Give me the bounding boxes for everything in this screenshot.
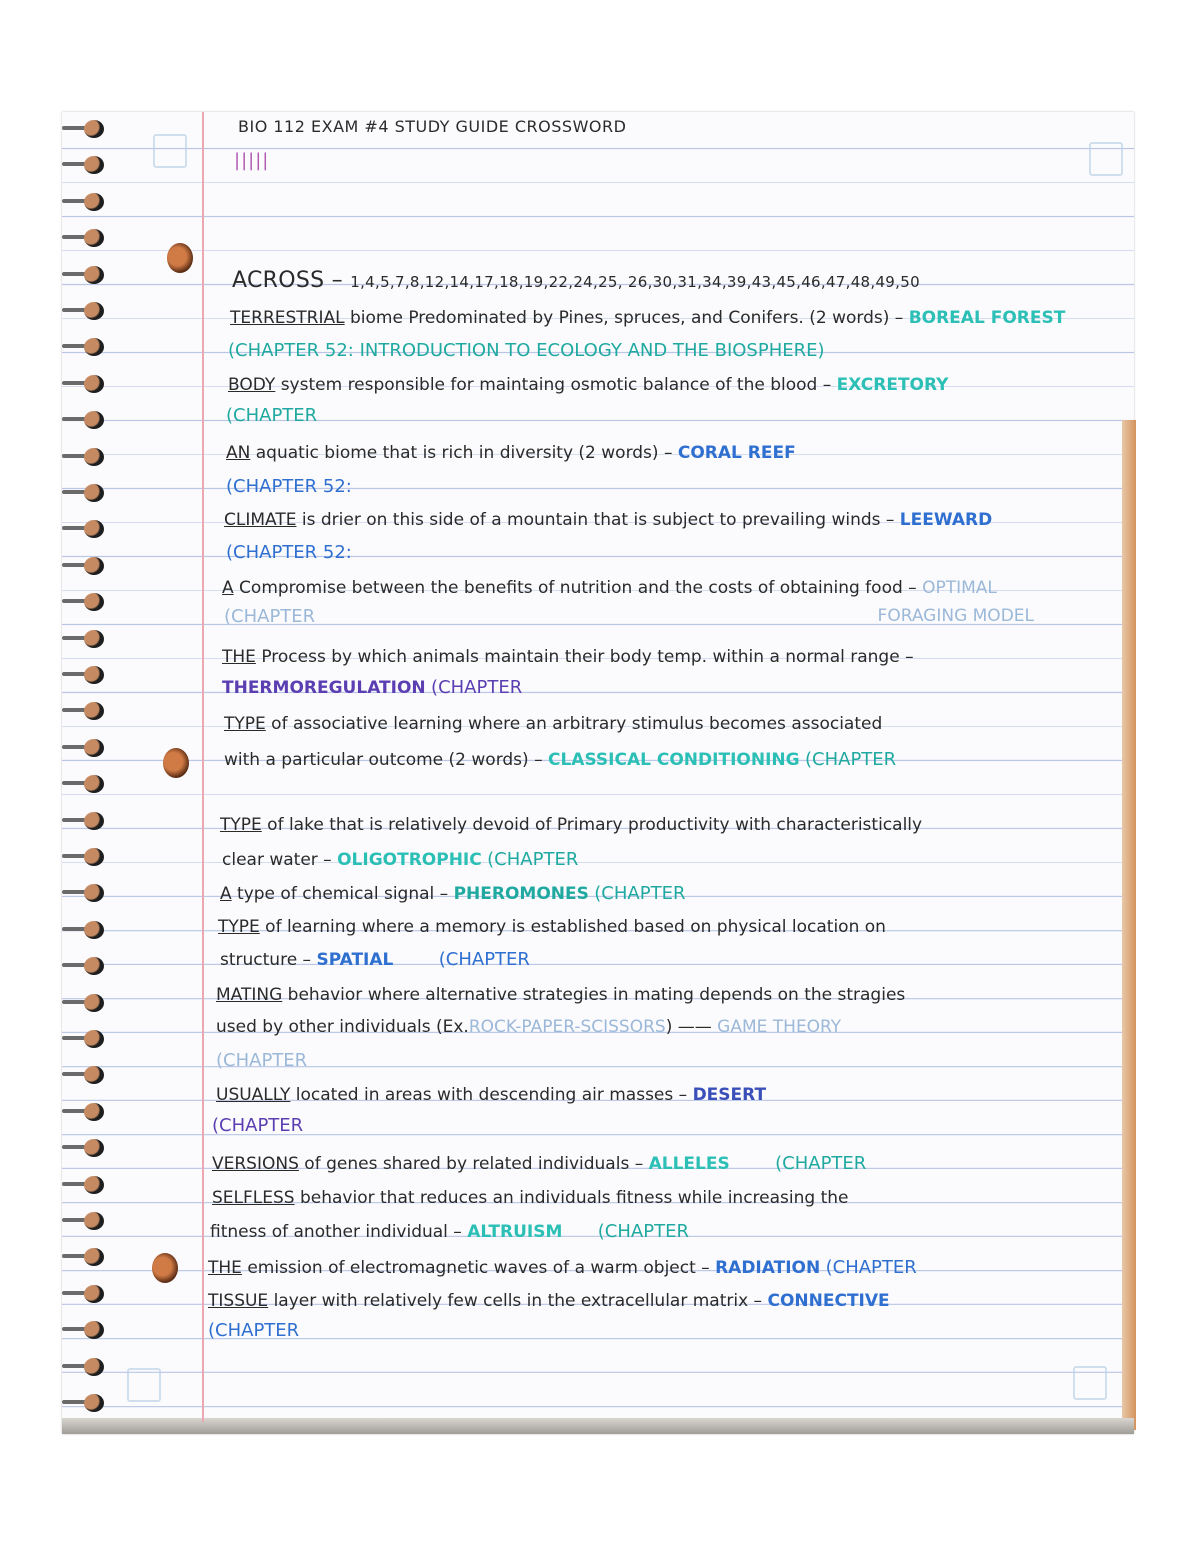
spiral-coil-icon: [62, 1285, 106, 1303]
clue-text: Compromise between the benefits of nutrition and the costs of obtaining food –: [233, 578, 917, 598]
clue-answer: CORAL REEF: [677, 443, 796, 463]
spiral-hole-icon: [84, 848, 104, 866]
clue-text: behavior where alternative strategies in mating depends on the stragies: [282, 985, 906, 1005]
clue-line: [216, 1017, 841, 1037]
spiral-hole-icon: [84, 448, 104, 466]
clue-lead: VERSIONS: [212, 1154, 299, 1174]
clue-answer: CLASSICAL CONDITIONING: [547, 750, 800, 770]
spiral-hole-icon: [84, 302, 104, 320]
clue-lead: THE: [222, 647, 256, 667]
clue-line: [220, 883, 685, 904]
clue-answer: DESERT: [692, 1085, 767, 1105]
clue-line: [216, 1085, 766, 1105]
clue-line: [222, 578, 997, 598]
spiral-binding-icon: [62, 112, 112, 1412]
clue-line: [220, 815, 922, 835]
spiral-coil-icon: [62, 1212, 106, 1230]
chapter-note: (CHAPTER: [775, 1153, 867, 1174]
spiral-hole-icon: [84, 193, 104, 211]
spiral-hole-icon: [84, 1030, 104, 1048]
spiral-coil-icon: [62, 775, 106, 793]
clue-answer: RADIATION: [715, 1258, 821, 1278]
spiral-coil-icon: [62, 520, 106, 538]
spiral-coil-icon: [62, 848, 106, 866]
chapter-note: (CHAPTER: [487, 849, 579, 870]
clue-line: [224, 510, 992, 530]
punch-hole-icon: [152, 1253, 178, 1283]
spiral-hole-icon: [84, 156, 104, 174]
clue-lead: USUALLY: [216, 1085, 291, 1105]
clue-answer: LEEWARD: [899, 510, 993, 530]
clue-answer: FORAGING MODEL: [877, 606, 1034, 626]
clue-text: located in areas with descending air masses –: [290, 1085, 688, 1105]
clue-line: [224, 749, 896, 770]
paper-edge: [1122, 420, 1136, 1430]
spiral-hole-icon: [84, 1358, 104, 1376]
clue-answer: OLIGOTROPHIC: [337, 850, 482, 870]
spiral-hole-icon: [84, 1103, 104, 1121]
across-numbers: 1,4,5,7,8,12,14,17,18,19,22,24,25, 26,30,31,34,39,43,45,46,47,48,49,50: [350, 273, 920, 291]
spiral-hole-icon: [84, 812, 104, 830]
clue-lead: TISSUE: [208, 1291, 269, 1311]
corner-mark-icon: [127, 1368, 161, 1402]
clue-line: [210, 1221, 689, 1242]
spiral-hole-icon: [84, 775, 104, 793]
chapter-note: (CHAPTER: [208, 1320, 300, 1341]
clue-lead: TYPE: [218, 917, 260, 937]
chapter-note: (CHAPTER: [597, 1221, 689, 1242]
spiral-coil-icon: [62, 1358, 106, 1376]
chapter-note: (CHAPTER: [431, 677, 523, 698]
clue-line: [222, 647, 914, 667]
across-heading: [232, 268, 920, 293]
chapter-note: (CHAPTER: [594, 883, 686, 904]
margin-line: [202, 112, 204, 1422]
chapter-note: (CHAPTER 52: INTRODUCTION TO ECOLOGY AND THE BIOSPHERE): [228, 340, 825, 361]
spiral-hole-icon: [84, 411, 104, 429]
clue-line: [230, 308, 1065, 328]
punch-hole-icon: [167, 243, 193, 273]
clue-line: [226, 443, 796, 463]
spiral-coil-icon: [62, 1103, 106, 1121]
spiral-coil-icon: [62, 1176, 106, 1194]
chapter-note: (CHAPTER: [224, 606, 316, 627]
clue-lead: MATING: [216, 985, 283, 1005]
spiral-coil-icon: [62, 1321, 106, 1339]
clue-answer: GAME THEORY: [717, 1017, 842, 1037]
clue-text: of learning where a memory is established based on physical location on: [259, 917, 886, 937]
clue-text: of genes shared by related individuals –: [298, 1154, 644, 1174]
spiral-coil-icon: [62, 338, 106, 356]
spiral-coil-icon: [62, 411, 106, 429]
spiral-hole-icon: [84, 1066, 104, 1084]
paper-edge: [62, 1418, 1134, 1434]
clue-line: [224, 714, 882, 734]
clue-text: of associative learning where an arbitrary stimulus becomes associated: [265, 714, 883, 734]
spiral-hole-icon: [84, 375, 104, 393]
spiral-hole-icon: [84, 884, 104, 902]
spiral-hole-icon: [84, 229, 104, 247]
spiral-coil-icon: [62, 666, 106, 684]
spiral-coil-icon: [62, 484, 106, 502]
spiral-hole-icon: [84, 1248, 104, 1266]
spiral-hole-icon: [84, 484, 104, 502]
clue-text: Process by which animals maintain their body temp. within a normal range –: [255, 647, 914, 667]
spiral-coil-icon: [62, 120, 106, 138]
spiral-coil-icon: [62, 1066, 106, 1084]
chapter-note: (CHAPTER: [805, 749, 897, 770]
spiral-hole-icon: [84, 1321, 104, 1339]
clue-line: [216, 985, 905, 1005]
spiral-hole-icon: [84, 338, 104, 356]
spiral-hole-icon: [84, 520, 104, 538]
spiral-coil-icon: [62, 1248, 106, 1266]
clue-line: [212, 1188, 849, 1208]
clue-text: behavior that reduces an individuals fitness while increasing the: [294, 1188, 849, 1208]
spiral-coil-icon: [62, 375, 106, 393]
clue-text: clear water –: [222, 850, 332, 870]
example-text: ROCK-PAPER-SCISSORS: [468, 1017, 666, 1037]
spiral-coil-icon: [62, 448, 106, 466]
spiral-coil-icon: [62, 156, 106, 174]
spiral-coil-icon: [62, 957, 106, 975]
spiral-hole-icon: [84, 994, 104, 1012]
clue-text: aquatic biome that is rich in diversity (2 words) –: [250, 443, 673, 463]
spiral-coil-icon: [62, 266, 106, 284]
spiral-hole-icon: [84, 957, 104, 975]
chapter-note: (CHAPTER: [825, 1257, 917, 1278]
spiral-coil-icon: [62, 1394, 106, 1412]
clue-line: [208, 1320, 299, 1341]
clue-text: biome Predominated by Pines, spruces, and Conifers. (2 words) –: [344, 308, 904, 328]
spiral-coil-icon: [62, 1139, 106, 1157]
spiral-hole-icon: [84, 120, 104, 138]
spiral-hole-icon: [84, 630, 104, 648]
spiral-hole-icon: [84, 666, 104, 684]
clue-lead: SELFLESS: [212, 1188, 295, 1208]
spiral-coil-icon: [62, 302, 106, 320]
across-label: ACROSS –: [232, 268, 343, 293]
punch-hole-icon: [163, 748, 189, 778]
clue-lead: AN: [226, 443, 251, 463]
spiral-coil-icon: [62, 739, 106, 757]
spiral-coil-icon: [62, 229, 106, 247]
corner-mark-icon: [153, 134, 187, 168]
corner-mark-icon: [1089, 142, 1123, 176]
clue-answer: OPTIMAL: [922, 578, 997, 598]
clue-lead: TYPE: [224, 714, 266, 734]
clue-text: with a particular outcome (2 words) –: [224, 750, 543, 770]
spiral-coil-icon: [62, 702, 106, 720]
spiral-hole-icon: [84, 1176, 104, 1194]
clue-line: [226, 405, 317, 426]
clue-text: is drier on this side of a mountain that is subject to prevailing winds –: [296, 510, 895, 530]
clue-lead: A: [222, 578, 234, 598]
tally-marks: |||||: [234, 150, 270, 171]
clue-line: [226, 542, 352, 563]
clue-answer: BOREAL FOREST: [908, 308, 1066, 328]
clue-line: [228, 340, 825, 361]
chapter-note: (CHAPTER: [216, 1050, 308, 1071]
clue-line: [212, 1153, 866, 1174]
clue-text: layer with relatively few cells in the extracellular matrix –: [268, 1291, 763, 1311]
clue-line: [222, 849, 578, 870]
clue-line: [228, 375, 948, 395]
spiral-hole-icon: [84, 1212, 104, 1230]
spiral-hole-icon: [84, 702, 104, 720]
clue-line: [208, 1291, 890, 1311]
clue-text: emission of electromagnetic waves of a warm object –: [241, 1258, 710, 1278]
chapter-note: (CHAPTER: [212, 1115, 304, 1136]
corner-mark-icon: [1073, 1366, 1107, 1400]
spiral-hole-icon: [84, 593, 104, 611]
clue-line: [218, 917, 886, 937]
clue-text: fitness of another individual –: [210, 1222, 462, 1242]
clue-answer: CONNECTIVE: [767, 1291, 890, 1311]
clue-text: type of chemical signal –: [231, 884, 449, 904]
spiral-coil-icon: [62, 593, 106, 611]
page-title: BIO 112 EXAM #4 STUDY GUIDE CROSSWORD: [238, 117, 627, 136]
clue-answer: SPATIAL: [316, 950, 394, 970]
clue-line: [224, 606, 1034, 627]
spiral-coil-icon: [62, 994, 106, 1012]
clue-text: structure –: [220, 950, 312, 970]
clue-text: ) ——: [665, 1017, 712, 1037]
spiral-coil-icon: [62, 1030, 106, 1048]
clue-answer: PHEROMONES: [453, 884, 589, 904]
clue-lead: CLIMATE: [224, 510, 297, 530]
spiral-hole-icon: [84, 1394, 104, 1412]
clue-answer: ALTRUISM: [467, 1222, 563, 1242]
clue-text: used by other individuals (Ex.: [216, 1017, 469, 1037]
clue-answer: EXCRETORY: [836, 375, 949, 395]
spiral-hole-icon: [84, 266, 104, 284]
spiral-coil-icon: [62, 193, 106, 211]
clue-line: [220, 949, 530, 970]
clue-lead: THE: [208, 1258, 242, 1278]
clue-lead: TERRESTRIAL: [230, 308, 345, 328]
chapter-note: (CHAPTER: [226, 405, 318, 426]
spiral-hole-icon: [84, 921, 104, 939]
clue-line: [216, 1050, 307, 1071]
clue-line: [208, 1257, 917, 1278]
spiral-hole-icon: [84, 1285, 104, 1303]
spiral-coil-icon: [62, 921, 106, 939]
chapter-note: (CHAPTER 52:: [226, 476, 352, 497]
clue-text: system responsible for maintaing osmotic balance of the blood –: [275, 375, 832, 395]
clue-lead: A: [220, 884, 232, 904]
chapter-note: (CHAPTER 52:: [226, 542, 352, 563]
clue-line: [212, 1115, 303, 1136]
chapter-note: (CHAPTER: [438, 949, 530, 970]
clue-line: [226, 476, 352, 497]
spiral-hole-icon: [84, 739, 104, 757]
clue-lead: TYPE: [220, 815, 262, 835]
spiral-hole-icon: [84, 1139, 104, 1157]
clue-line: [222, 677, 522, 698]
spiral-coil-icon: [62, 557, 106, 575]
clue-text: of lake that is relatively devoid of Primary productivity with characteristically: [261, 815, 923, 835]
spiral-coil-icon: [62, 812, 106, 830]
clue-answer: ALLELES: [648, 1154, 730, 1174]
clue-answer: THERMOREGULATION: [222, 678, 426, 698]
spiral-coil-icon: [62, 884, 106, 902]
spiral-hole-icon: [84, 557, 104, 575]
clue-lead: BODY: [228, 375, 276, 395]
spiral-coil-icon: [62, 630, 106, 648]
